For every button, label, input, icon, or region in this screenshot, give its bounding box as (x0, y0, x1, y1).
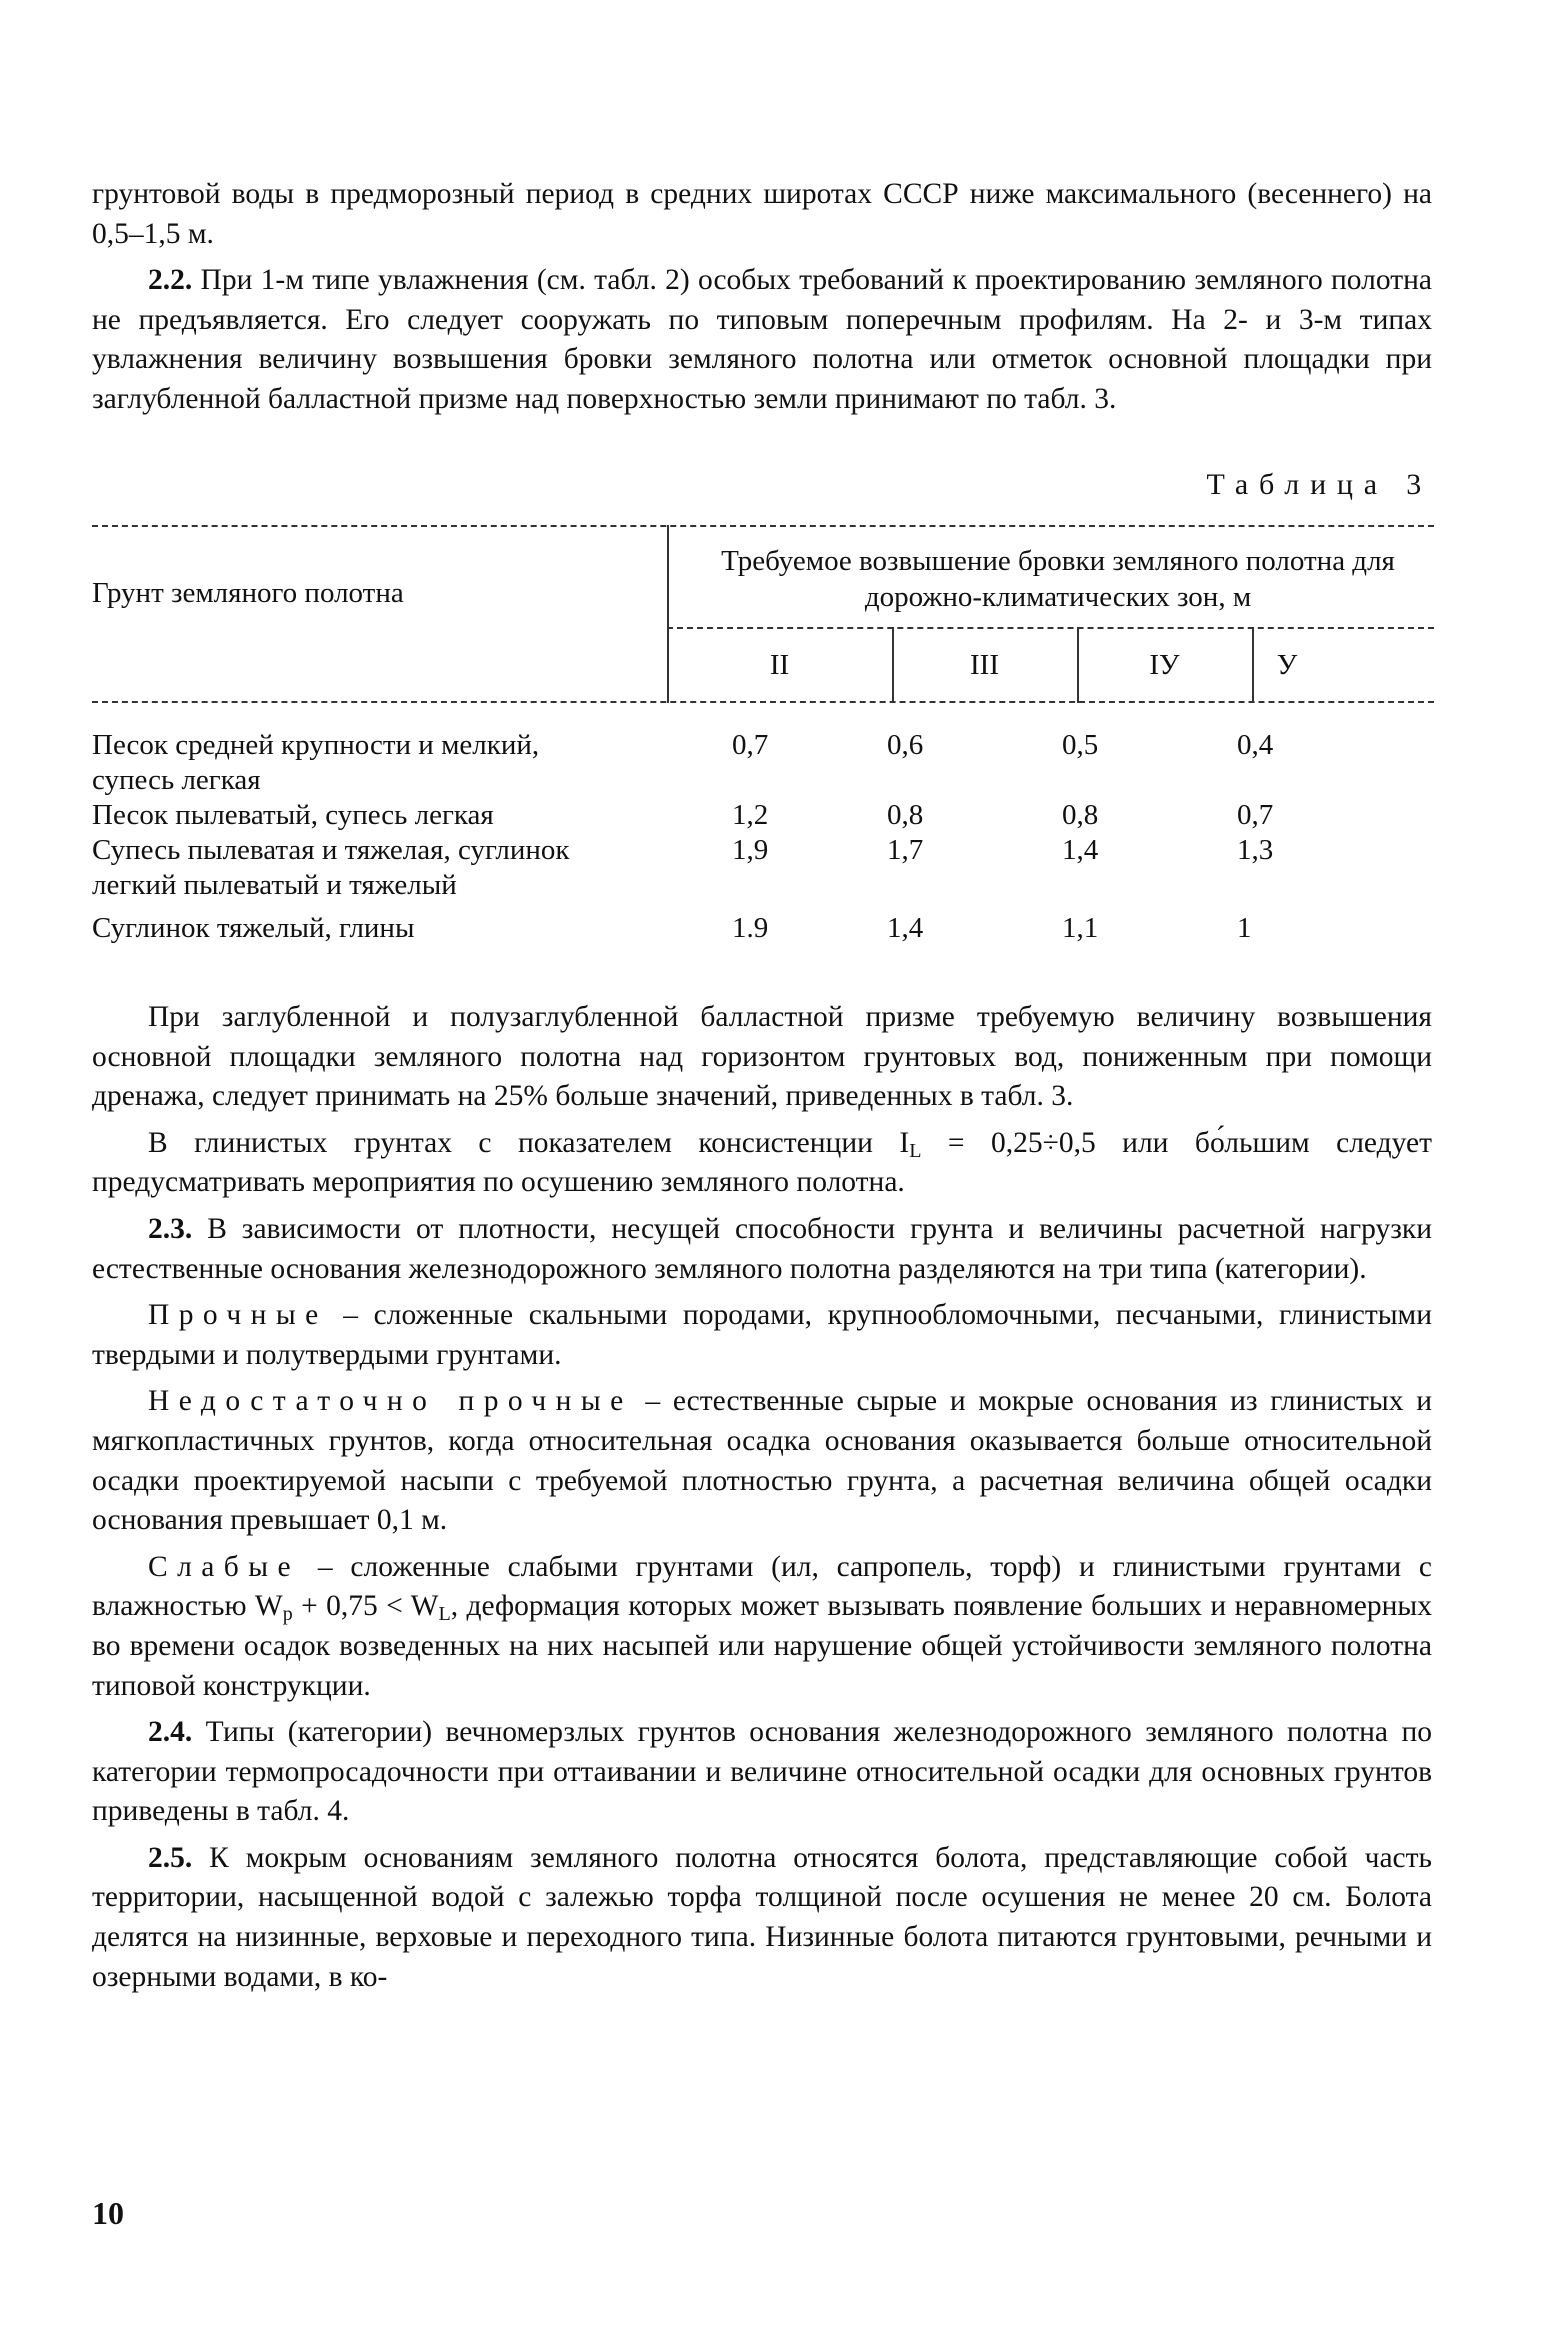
table-rule-top (92, 525, 1434, 527)
cell-zone-iv: 0,5 (1062, 729, 1099, 761)
paragraph-clay (92, 1124, 1432, 1203)
page-number: 10 (92, 2195, 124, 2231)
subscript: p (282, 1603, 293, 1626)
cell-zone-iv: 1,1 (1062, 912, 1099, 944)
paragraph-text: К мокрым основаниям земляного полотна относятся болота, представляющие собой часть территории, насыщенной водой с залежью торфа толщиной после осушения не менее 20 см. Болота делятся на низинные, верховые и переходного типа. Низинные болота питаются грунтовыми, речными и озерными водами, в ко- (92, 1841, 1432, 1993)
text-run: , деформация которых может вызывать появление больших и неравномерных во времени осадок возведенных на них насыпей или нарушение общей устойчивости земляного полотна типовой конструкции. (92, 1590, 1432, 1702)
cell-zone-ii: 1.9 (732, 912, 769, 944)
table-row (92, 798, 1434, 833)
cell-zone-v: 1 (1237, 912, 1252, 944)
row-label: Песок средней крупности и мелкий, (92, 729, 540, 761)
cell-zone-iii: 0,8 (887, 799, 924, 831)
top-text-block (92, 175, 1432, 427)
cell-zone-v: 0,7 (1237, 799, 1274, 831)
paragraph-continuation: грунтовой воды в предморозный период в средних широтах СССР ниже максимального (весеннего) на 0,5–1,5 м. (92, 178, 1432, 250)
cell-zone-iv: 1,4 (1062, 834, 1099, 866)
row-label: легкий пылеватый и тяжелый (92, 869, 457, 901)
paragraph-text: В зависимости от плотности, несущей способности грунта и величины расчетной нагрузки естественные основания железнодорожного земляного полотна разделяются на три типа (категории). (92, 1212, 1432, 1285)
section-number: 2.5. (148, 1841, 193, 1874)
zone-ii: II (769, 649, 790, 681)
row-label: Суглинок тяжелый, глины (92, 912, 415, 944)
subscript: L (909, 1139, 922, 1162)
paragraph-2-4 (92, 1713, 1432, 1832)
table-row (92, 868, 1434, 903)
row-label: Супесь пылеватая и тяжелая, суглинок (92, 834, 570, 866)
paragraph-text: Типы (категории) вечномерзлых грунтов основания железнодорожного земляного полотна по категории термопросадочности при оттаивании и величине относительной осадки для основных грунтов приведены в табл. 4. (92, 1716, 1432, 1828)
term-strong: Прочные (148, 1299, 328, 1332)
table-row (92, 911, 1434, 946)
row-label: Песок пылеватый, супесь легкая (92, 799, 494, 831)
text-run: В глинистых грунтах с показателем консистенции I (148, 1126, 910, 1159)
cell-zone-iv: 0,8 (1062, 799, 1099, 831)
cell-zone-v: 1,3 (1237, 834, 1274, 866)
cell-zone-iii: 1,7 (887, 834, 924, 866)
paragraph-text: При 1-м типе увлажнения (см. табл. 2) особых требований к проектированию земляного полотна не предъявляется. Его следует сооружать по типовым поперечным профилям. На 2- и 3-м типах увлажнения величину возвышения бровки земляного полотна или отметок основной площадки при заглубленной балластной призме над поверхностью земли принимают по табл. 3. (92, 264, 1432, 415)
cell-zone-ii: 0,7 (732, 729, 769, 761)
table-row (92, 728, 1434, 763)
table-rule-bottom (92, 701, 1434, 703)
subscript: L (438, 1603, 451, 1626)
paragraph-strong (92, 1296, 1432, 1375)
paragraph-weakish (92, 1382, 1432, 1540)
section-number: 2.3. (148, 1212, 193, 1245)
table-body (92, 728, 1434, 946)
table-row (92, 833, 1434, 868)
cell-zone-v: 0,4 (1237, 729, 1274, 761)
paragraph-2-3 (92, 1210, 1432, 1289)
cell-zone-ii: 1,2 (732, 799, 769, 831)
cell-zone-iii: 0,6 (887, 729, 924, 761)
term-weak: Слабые (148, 1550, 301, 1583)
term-weakish: Недостаточно прочные (148, 1385, 633, 1418)
row-label: супесь легкая (92, 764, 261, 796)
header-soil: Грунт земляного полотна (92, 577, 404, 609)
zone-iii: III (970, 649, 999, 681)
cell-zone-iii: 1,4 (887, 912, 924, 944)
header-elevation: Требуемое возвышение бровки земляного полотна для дорожно-климатических зон, м (721, 545, 1395, 613)
paragraph-text: – естественные сырые и мокрые основания из глинистых и мягкопластичных грунтов, когда относительная осадка основания оказывается больше относительной осадки проектируемой насыпи с требуемой плотностью грунта, а расчетная величина общей осадки основания превышает 0,1 м. (92, 1385, 1433, 1537)
text-run: – сложенные слабыми грунтами (ил, сапропель, торф) и глинистыми грунтами с влажностью W (92, 1550, 1432, 1623)
text-run: = 0,25÷0,5 или бо́льшим следует предусматривать мероприятия по осушению земляного полотна. (92, 1126, 1432, 1199)
paragraph-2-5 (92, 1839, 1432, 1997)
paragraph-weak (92, 1548, 1432, 1706)
table-header (92, 515, 1434, 705)
paragraph-2-2 (92, 261, 1432, 419)
cell-zone-ii: 1,9 (732, 834, 769, 866)
text-run: + 0,75 < W (292, 1590, 439, 1623)
paragraph-ballast: При заглубленной и полузаглубленной балластной призме требуемую величину возвышения основной площадки земляного полотна над горизонтом грунтовых вод, пониженным при помощи дренажа, следует принимать на 25% больше значений, приведенных в табл. 3. (92, 1001, 1432, 1113)
table-caption: Таблица 3 (1206, 468, 1432, 501)
section-number: 2.2. (148, 264, 193, 297)
zone-iv: IУ (1149, 649, 1180, 681)
zone-v: У (1276, 649, 1298, 681)
table-rule-mid (667, 627, 1434, 629)
main-text-block (92, 998, 1432, 2004)
table-row (92, 763, 1434, 798)
section-number: 2.4. (148, 1716, 193, 1749)
paragraph-text: – сложенные скальными породами, крупнообломочными, песчаными, глинистыми твердыми и полутвердыми грунтами. (92, 1299, 1432, 1371)
